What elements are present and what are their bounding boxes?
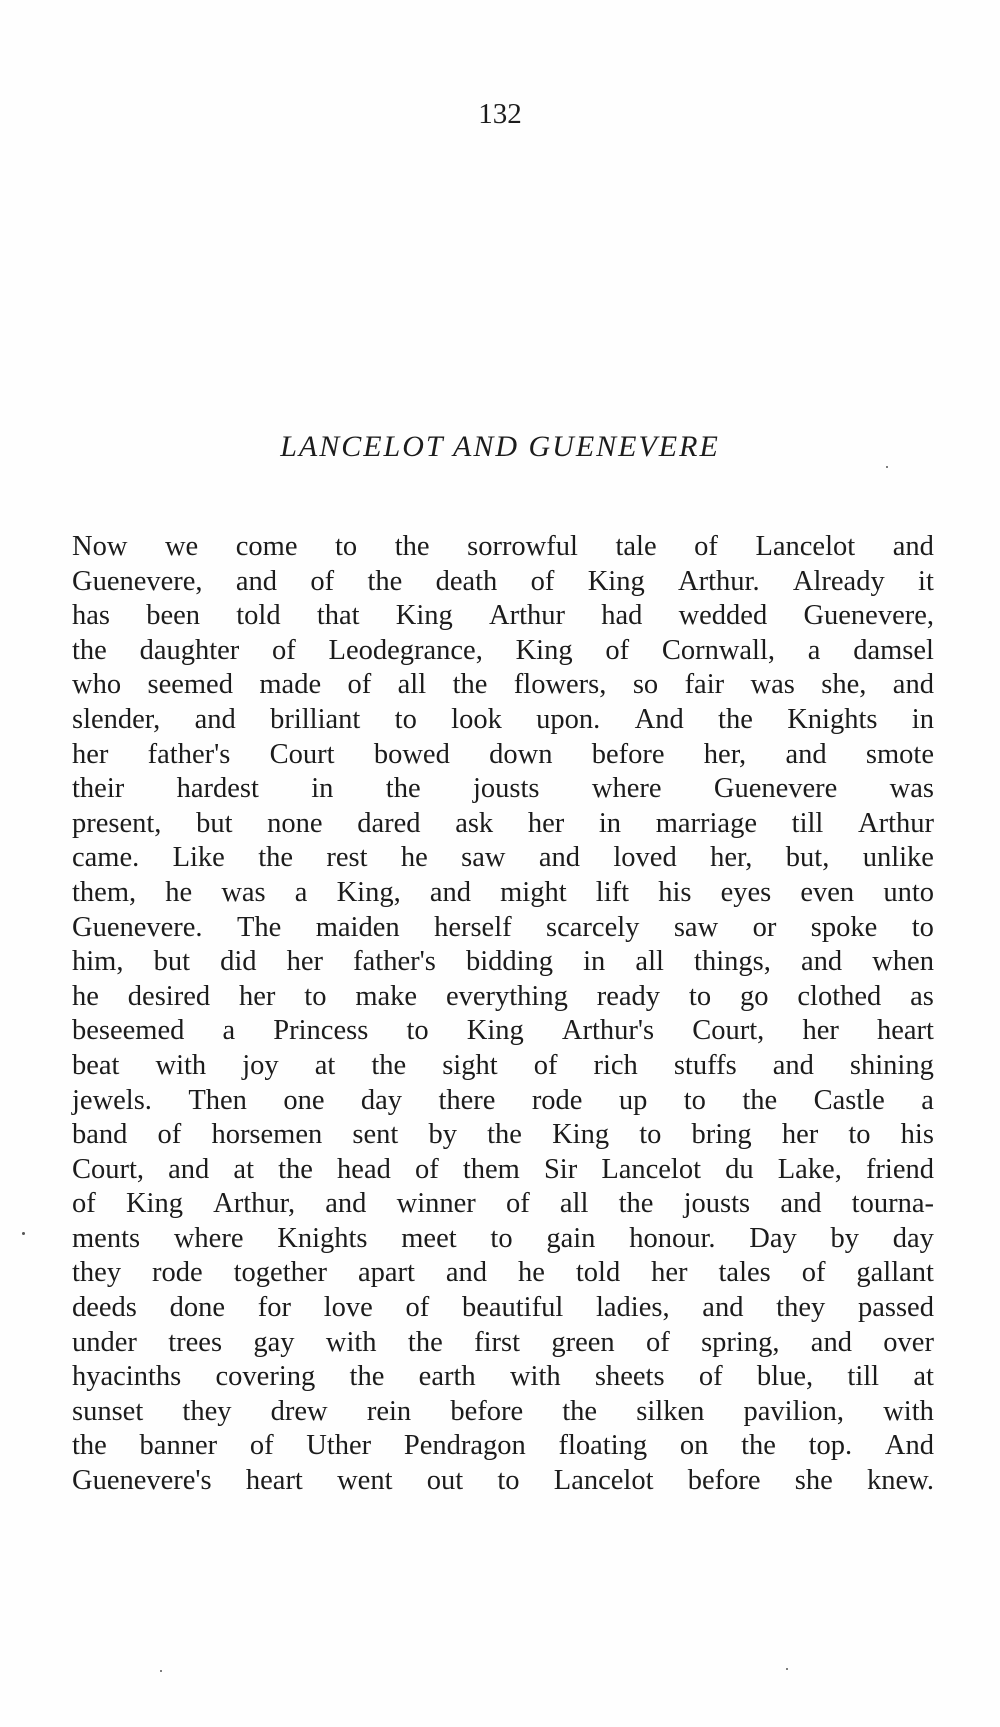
text-line-words: Court, and at the head of them Sir Lancelot du Lake, friend bbox=[72, 1153, 934, 1185]
text-line bbox=[72, 1464, 934, 1499]
text-line-words: Now we come to the sorrowful tale of Lancelot and bbox=[72, 531, 934, 562]
text-line bbox=[72, 1222, 934, 1257]
text-line bbox=[72, 1118, 934, 1153]
text-line-words: the daughter of Leodegrance, King of Cornwall, a damsel bbox=[72, 634, 934, 666]
text-line bbox=[72, 738, 934, 773]
text-line bbox=[72, 668, 934, 703]
text-line-words: they rode together apart and he told her tales of gallant bbox=[72, 1257, 934, 1289]
text-line-words: beat with joy at the sight of rich stuffs and shining bbox=[72, 1049, 934, 1081]
text-line-words: him, but did her father's bidding in all things, and when bbox=[72, 946, 934, 978]
text-line bbox=[72, 876, 934, 911]
text-line-words: the banner of Uther Pendragon floating on the top. And bbox=[72, 1430, 934, 1462]
text-line-words: present, but none dared ask her in marriage till Arthur bbox=[72, 807, 934, 839]
print-speck bbox=[886, 466, 888, 468]
text-line-words: beseemed a Princess to King Arthur's Court, her heart bbox=[72, 1015, 934, 1047]
page-number: 132 bbox=[478, 98, 522, 130]
text-line bbox=[72, 1326, 934, 1361]
text-line bbox=[72, 1291, 934, 1326]
text-line-words: Guenevere, and of the death of King Arthur. Already it bbox=[72, 565, 934, 597]
text-line bbox=[72, 703, 934, 738]
text-line bbox=[72, 911, 934, 946]
text-line-words: jewels. Then one day there rode up to the Castle a bbox=[72, 1084, 934, 1116]
text-line-words: under trees gay with the first green of spring, and over bbox=[72, 1326, 934, 1358]
text-line bbox=[72, 1429, 934, 1464]
text-line-words: ments where Knights meet to gain honour. Day by day bbox=[72, 1222, 934, 1254]
print-speck bbox=[160, 1670, 162, 1672]
text-line bbox=[72, 980, 934, 1015]
text-line-words: has been told that King Arthur had wedded Guenevere, bbox=[72, 600, 934, 632]
text-line-words: deeds done for love of beautiful ladies, and they passed bbox=[72, 1292, 934, 1324]
text-line bbox=[72, 1395, 934, 1430]
text-line-words: their hardest in the jousts where Guenevere was bbox=[72, 773, 934, 805]
text-line-words: slender, and brilliant to look upon. And the Knights in bbox=[72, 703, 934, 735]
text-line bbox=[72, 634, 934, 669]
text-line bbox=[72, 1256, 934, 1291]
text-line-words: who seemed made of all the flowers, so fair was she, and bbox=[72, 669, 934, 701]
text-line-words: hyacinths covering the earth with sheets of blue, till at bbox=[72, 1361, 934, 1393]
text-line bbox=[72, 599, 934, 634]
text-line-words: Guenevere. The maiden herself scarcely saw or spoke to bbox=[72, 911, 934, 943]
text-line bbox=[72, 530, 934, 565]
text-line bbox=[72, 1360, 934, 1395]
chapter-title: LANCELOT AND GUENEVERE bbox=[280, 430, 720, 463]
print-speck bbox=[22, 1232, 25, 1235]
text-line bbox=[72, 1187, 934, 1222]
text-line bbox=[72, 772, 934, 807]
text-line bbox=[72, 1153, 934, 1188]
body-paragraph bbox=[72, 530, 934, 1499]
text-line bbox=[72, 945, 934, 980]
text-line-words: Guenevere's heart went out to Lancelot before she knew. bbox=[72, 1465, 934, 1497]
text-line-words: of King Arthur, and winner of all the jousts and tourna- bbox=[72, 1188, 934, 1220]
text-line-words: came. Like the rest he saw and loved her, but, unlike bbox=[72, 842, 934, 874]
text-line-words: her father's Court bowed down before her, and smote bbox=[72, 738, 934, 770]
text-line bbox=[72, 565, 934, 600]
text-line-words: he desired her to make everything ready to go clothed as bbox=[72, 980, 934, 1012]
text-line bbox=[72, 807, 934, 842]
text-line-words: band of horsemen sent by the King to bring her to his bbox=[72, 1119, 934, 1151]
print-speck bbox=[786, 1668, 788, 1670]
text-line-words: sunset they drew rein before the silken pavilion, with bbox=[72, 1395, 934, 1427]
text-line bbox=[72, 1084, 934, 1119]
text-line-words: them, he was a King, and might lift his eyes even unto bbox=[72, 876, 934, 908]
text-line bbox=[72, 841, 934, 876]
text-line bbox=[72, 1014, 934, 1049]
text-line bbox=[72, 1049, 934, 1084]
